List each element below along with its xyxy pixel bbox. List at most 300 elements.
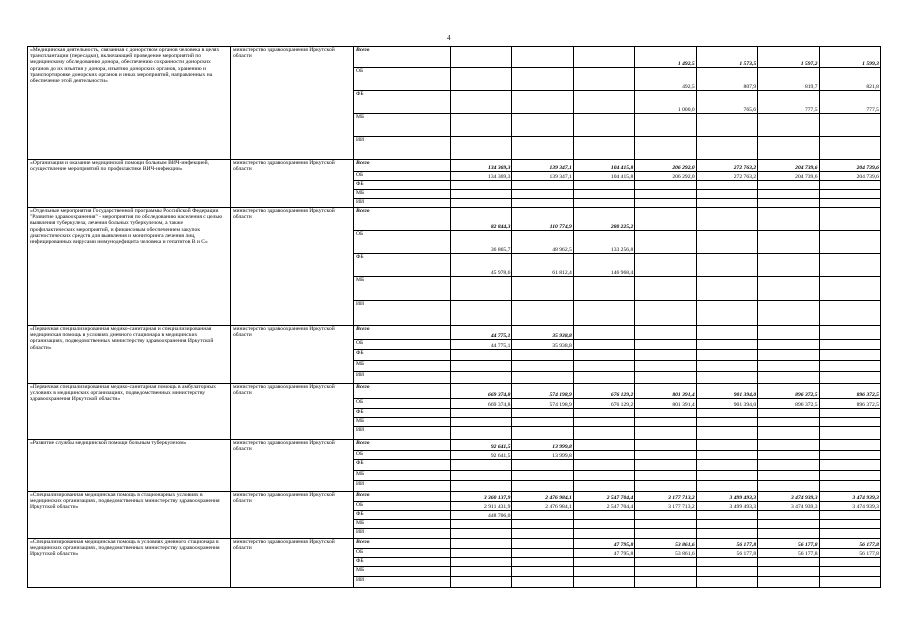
year-value-cell [512, 199, 573, 208]
year-value-cell: 280 225,2 [573, 208, 634, 231]
year-value-cell [635, 511, 696, 520]
year-value-cell: 777,5 [758, 91, 819, 114]
funding-source: ФБ [354, 254, 451, 277]
year-value-cell: 819,7 [758, 68, 819, 91]
year-value-cell [573, 481, 634, 492]
year-value-cell [451, 350, 512, 361]
year-value-cell [573, 181, 634, 190]
year-value-cell [696, 114, 757, 137]
year-value-cell [758, 558, 819, 567]
year-value-cell [451, 529, 512, 539]
funding-source: МБ [354, 418, 451, 427]
year-value-cell [635, 208, 696, 231]
year-value-cell: 765,6 [696, 91, 757, 114]
year-value-cell [758, 460, 819, 471]
year-value-cell [573, 47, 634, 68]
funding-source: ОБ [354, 231, 451, 254]
funding-source: МБ [354, 114, 451, 137]
year-value-cell [512, 481, 573, 492]
year-value-cell [573, 558, 634, 567]
funding-source: Всего [354, 492, 451, 502]
year-value-cell [451, 558, 512, 567]
funding-source: МБ [354, 520, 451, 529]
year-value-cell [696, 558, 757, 567]
year-value-cell [635, 409, 696, 418]
year-value-cell [512, 372, 573, 384]
year-value-cell [819, 471, 880, 481]
year-value-cell [512, 577, 573, 588]
year-value-cell [451, 114, 512, 137]
year-value-cell [758, 567, 819, 577]
year-value-cell [819, 301, 880, 326]
year-value-cell [696, 199, 757, 208]
funding-source: ФБ [354, 181, 451, 190]
year-value-cell [451, 520, 512, 529]
year-value-cell [758, 231, 819, 254]
year-value-cell [696, 440, 757, 451]
year-value-cell: 53 861,6 [635, 539, 696, 549]
responsible-organization: министерство здравоохранения Иркутской области [231, 326, 354, 384]
year-value-cell [451, 539, 512, 549]
year-value-cell: 3 177 713,2 [635, 502, 696, 511]
year-value-cell: 896 372,5 [758, 399, 819, 409]
year-value-cell: 44 775,1 [451, 340, 512, 350]
year-value-cell [758, 361, 819, 372]
funding-source: МБ [354, 361, 451, 372]
year-value-cell: 47 795,8 [573, 549, 634, 558]
year-value-cell [451, 199, 512, 208]
funding-source: ОБ [354, 549, 451, 558]
program-description: «Медицинская деятельность, связанная с донорством органов человека в целях трансплантации (пересадки), включающей проведение мероприятий по медицинскому обследованию донора, обеспечению сохранности донорских органов до их изъятия у донора, изъятию донорских органов, хранению и транспортировке донорских органов и иных мероприятий, направленных на обеспечение этой деятельности» [28, 47, 231, 160]
funding-source: ОБ [354, 340, 451, 350]
year-value-cell [696, 577, 757, 588]
year-value-cell: 92 641,5 [451, 451, 512, 460]
year-value-cell [758, 427, 819, 440]
year-value-cell: 1 597,2 [758, 47, 819, 68]
year-value-cell: 777,5 [819, 91, 880, 114]
funding-source: Всего [354, 208, 451, 231]
year-value-cell [573, 361, 634, 372]
year-value-cell [696, 350, 757, 361]
funding-source: Всего [354, 539, 451, 549]
funding-source: Всего [354, 326, 451, 340]
year-value-cell [758, 481, 819, 492]
responsible-organization: министерство здравоохранения Иркутской области [231, 384, 354, 440]
year-value-cell: 896 372,5 [758, 384, 819, 399]
year-value-cell [635, 114, 696, 137]
program-description: «Первичная специализированная медико-санитарная помощь в амбулаторных условиях в медицинских организациях, подведомственных министерству здравоохранения Иркутской области» [28, 384, 231, 440]
year-value-cell [635, 326, 696, 340]
year-value-cell: 44 775,1 [451, 326, 512, 340]
funding-source: МБ [354, 567, 451, 577]
year-value-cell [758, 520, 819, 529]
year-value-cell [696, 208, 757, 231]
year-value-cell: 3 499 493,3 [696, 492, 757, 502]
year-value-cell: 204 739,6 [819, 172, 880, 181]
year-value-cell [696, 567, 757, 577]
year-value-cell: 669 374,8 [451, 399, 512, 409]
year-value-cell [512, 558, 573, 567]
year-value-cell [696, 471, 757, 481]
year-value-cell [635, 567, 696, 577]
year-value-cell [512, 350, 573, 361]
year-value-cell: 45 978,6 [451, 254, 512, 277]
year-value-cell: 35 938,8 [512, 340, 573, 350]
year-value-cell [512, 68, 573, 91]
funding-source: ИИ [354, 301, 451, 326]
year-value-cell [819, 577, 880, 588]
year-value-cell [573, 114, 634, 137]
year-value-cell [512, 529, 573, 539]
year-value-cell: 3 474 939,3 [819, 492, 880, 502]
year-value-cell: 134 369,3 [451, 172, 512, 181]
year-value-cell: 272 763,2 [696, 172, 757, 181]
year-value-cell [819, 190, 880, 199]
year-value-cell [451, 277, 512, 301]
year-value-cell [451, 481, 512, 492]
year-value-cell [451, 549, 512, 558]
year-value-cell [819, 254, 880, 277]
year-value-cell: 2 547 704,4 [573, 502, 634, 511]
year-value-cell [819, 361, 880, 372]
year-value-cell: 53 861,6 [635, 549, 696, 558]
year-value-cell [451, 577, 512, 588]
year-value-cell [758, 440, 819, 451]
year-value-cell [758, 208, 819, 231]
year-value-cell [819, 208, 880, 231]
table-row [28, 384, 881, 399]
program-description: «Специализированная медицинская помощь в условиях дневного стационара в медицинских организациях, подведомственных министерству здравоохранения Иркутской области» [28, 539, 231, 588]
year-value-cell [573, 460, 634, 471]
year-value-cell [758, 409, 819, 418]
year-value-cell: 669 374,8 [451, 384, 512, 399]
year-value-cell: 1 599,3 [819, 47, 880, 68]
year-value-cell [573, 418, 634, 427]
year-value-cell: 1 573,5 [696, 47, 757, 68]
year-value-cell [573, 409, 634, 418]
year-value-cell: 492,5 [635, 68, 696, 91]
year-value-cell: 896 372,5 [819, 399, 880, 409]
year-value-cell: 272 763,2 [696, 160, 757, 172]
table-row [28, 47, 881, 68]
page-number: 4 [447, 34, 451, 42]
year-value-cell [819, 567, 880, 577]
year-value-cell [512, 301, 573, 326]
year-value-cell [696, 301, 757, 326]
year-value-cell [573, 427, 634, 440]
year-value-cell: 133 256,8 [573, 231, 634, 254]
year-value-cell [573, 199, 634, 208]
year-value-cell [819, 199, 880, 208]
year-value-cell [512, 409, 573, 418]
year-value-cell [573, 350, 634, 361]
year-value-cell [635, 440, 696, 451]
table-row [28, 492, 881, 502]
year-value-cell [696, 326, 757, 340]
funding-source: Всего [354, 47, 451, 68]
year-value-cell [451, 91, 512, 114]
responsible-organization: министерство здравоохранения Иркутской области [231, 492, 354, 539]
funding-source: ИИ [354, 427, 451, 440]
year-value-cell: 821,8 [819, 68, 880, 91]
year-value-cell [635, 350, 696, 361]
year-value-cell: 2 911 431,9 [451, 502, 512, 511]
year-value-cell [512, 181, 573, 190]
program-description: «Развитие службы медицинской помощи больным туберкулезом» [28, 440, 231, 492]
year-value-cell: 2 476 984,1 [512, 502, 573, 511]
year-value-cell: 2 547 704,4 [573, 492, 634, 502]
year-value-cell [573, 326, 634, 340]
year-value-cell [635, 190, 696, 199]
year-value-cell [758, 301, 819, 326]
year-value-cell: 104 415,8 [573, 160, 634, 172]
year-value-cell [696, 137, 757, 160]
table-row [28, 160, 881, 172]
year-value-cell: 134 369,3 [451, 160, 512, 172]
year-value-cell [451, 427, 512, 440]
year-value-cell [696, 181, 757, 190]
year-value-cell: 47 795,8 [573, 539, 634, 549]
responsible-organization: министерство здравоохранения Иркутской области [231, 539, 354, 588]
year-value-cell: 36 865,7 [451, 231, 512, 254]
year-value-cell [819, 372, 880, 384]
funding-source: Всего [354, 440, 451, 451]
year-value-cell [758, 340, 819, 350]
year-value-cell: 574 198,9 [512, 384, 573, 399]
year-value-cell [573, 68, 634, 91]
year-value-cell: 3 177 713,2 [635, 492, 696, 502]
year-value-cell: 448 706,0 [451, 511, 512, 520]
year-value-cell [758, 190, 819, 199]
year-value-cell [635, 199, 696, 208]
year-value-cell [819, 114, 880, 137]
year-value-cell [696, 190, 757, 199]
year-value-cell: 56 177,8 [819, 539, 880, 549]
funding-source: ИИ [354, 481, 451, 492]
year-value-cell: 901 394,0 [696, 384, 757, 399]
year-value-cell: 206 292,0 [635, 160, 696, 172]
year-value-cell [573, 277, 634, 301]
year-value-cell [758, 451, 819, 460]
year-value-cell [635, 520, 696, 529]
funding-source: ИИ [354, 372, 451, 384]
year-value-cell [635, 558, 696, 567]
year-value-cell [819, 440, 880, 451]
year-value-cell [573, 137, 634, 160]
year-value-cell [573, 520, 634, 529]
funding-source: Всего [354, 160, 451, 172]
funding-source: ИИ [354, 199, 451, 208]
year-value-cell [696, 340, 757, 350]
year-value-cell [819, 418, 880, 427]
year-value-cell [758, 199, 819, 208]
year-value-cell [451, 47, 512, 68]
year-value-cell [573, 340, 634, 350]
year-value-cell [635, 471, 696, 481]
year-value-cell: 676 129,2 [573, 384, 634, 399]
year-value-cell: 48 962,5 [512, 231, 573, 254]
year-value-cell [635, 277, 696, 301]
year-value-cell [451, 361, 512, 372]
year-value-cell [819, 481, 880, 492]
year-value-cell [819, 340, 880, 350]
funding-source: ФБ [354, 350, 451, 361]
year-value-cell [696, 372, 757, 384]
year-value-cell: 1 000,0 [635, 91, 696, 114]
year-value-cell: 139 347,1 [512, 172, 573, 181]
funding-source: МБ [354, 277, 451, 301]
program-description: «Первичная специализированная медико-санитарная и специализированная медицинская помощь в условиях дневного стационара в медицинских организациях, подведомственных министерству здравоохранения Иркутской области» [28, 326, 231, 384]
year-value-cell: 3 360 137,9 [451, 492, 512, 502]
year-value-cell: 2 476 984,1 [512, 492, 573, 502]
year-value-cell [635, 481, 696, 492]
year-value-cell [512, 114, 573, 137]
year-value-cell [573, 440, 634, 451]
year-value-cell: 204 739,6 [758, 160, 819, 172]
year-value-cell [451, 471, 512, 481]
year-value-cell [696, 409, 757, 418]
year-value-cell: 204 739,6 [758, 172, 819, 181]
program-description: «Отдельные мероприятия Государственной программы Российской Федерации "Развитие здравоохранения" - мероприятия по обследованию населения с целью выявления туберкулеза, лечения больных туберкулезом, а также профилактических мероприятий, и финансовым обеспечением закупок диагностических средств для выявления и мониторинга лечения лиц, инфицированных вирусами иммунодефицита человека и гепатитов В и С» [28, 208, 231, 326]
year-value-cell: 3 499 493,3 [696, 502, 757, 511]
year-value-cell [512, 511, 573, 520]
year-value-cell [512, 361, 573, 372]
year-value-cell: 3 474 939,3 [758, 502, 819, 511]
year-value-cell [696, 277, 757, 301]
year-value-cell: 896 372,5 [819, 384, 880, 399]
funding-source: МБ [354, 190, 451, 199]
year-value-cell [819, 181, 880, 190]
year-value-cell [819, 520, 880, 529]
year-value-cell: 13 999,8 [512, 451, 573, 460]
year-value-cell [696, 418, 757, 427]
year-value-cell [758, 471, 819, 481]
responsible-organization: министерство здравоохранения Иркутской области [231, 160, 354, 208]
year-value-cell [696, 460, 757, 471]
year-value-cell: 56 177,8 [696, 539, 757, 549]
year-value-cell [573, 511, 634, 520]
year-value-cell [819, 511, 880, 520]
year-value-cell [512, 460, 573, 471]
year-value-cell: 204 739,6 [819, 160, 880, 172]
year-value-cell [758, 254, 819, 277]
year-value-cell [512, 567, 573, 577]
year-value-cell: 56 177,8 [758, 539, 819, 549]
funding-source: ОБ [354, 399, 451, 409]
year-value-cell [758, 577, 819, 588]
funding-source: ФБ [354, 511, 451, 520]
year-value-cell [573, 471, 634, 481]
year-value-cell [819, 409, 880, 418]
year-value-cell [451, 409, 512, 418]
year-value-cell [635, 451, 696, 460]
funding-source: ОБ [354, 451, 451, 460]
year-value-cell [573, 567, 634, 577]
budget-table [27, 46, 881, 588]
year-value-cell [696, 451, 757, 460]
year-value-cell [512, 91, 573, 114]
program-description: «Специализированная медицинская помощь в стационарных условиях в медицинских организациях, подведомственных министерству здравоохранения Иркутской области» [28, 492, 231, 539]
year-value-cell [451, 181, 512, 190]
year-value-cell [512, 427, 573, 440]
table-row [28, 208, 881, 231]
funding-source: ИИ [354, 529, 451, 539]
year-value-cell: 92 641,5 [451, 440, 512, 451]
table-row [28, 440, 881, 451]
year-value-cell: 3 474 939,3 [758, 492, 819, 502]
year-value-cell [696, 254, 757, 277]
year-value-cell [696, 481, 757, 492]
year-value-cell [451, 372, 512, 384]
year-value-cell [451, 567, 512, 577]
responsible-organization: министерство здравоохранения Иркутской области [231, 208, 354, 326]
year-value-cell [819, 558, 880, 567]
year-value-cell [819, 350, 880, 361]
year-value-cell [512, 277, 573, 301]
year-value-cell [635, 137, 696, 160]
year-value-cell: 56 177,8 [696, 549, 757, 558]
year-value-cell [819, 326, 880, 340]
funding-source: Всего [354, 384, 451, 399]
year-value-cell [635, 181, 696, 190]
funding-source: ФБ [354, 460, 451, 471]
funding-source: ИИ [354, 137, 451, 160]
year-value-cell [696, 520, 757, 529]
year-value-cell [635, 529, 696, 539]
year-value-cell [819, 277, 880, 301]
year-value-cell [451, 418, 512, 427]
year-value-cell [758, 372, 819, 384]
funding-source: ФБ [354, 91, 451, 114]
year-value-cell [512, 190, 573, 199]
funding-source: ОБ [354, 172, 451, 181]
year-value-cell [573, 372, 634, 384]
program-description: «Организация и оказание медицинской помощи больным ВИЧ-инфекцией, осуществление мероприятий по профилактике ВИЧ-инфекции» [28, 160, 231, 208]
year-value-cell: 61 812,4 [512, 254, 573, 277]
year-value-cell [758, 114, 819, 137]
year-value-cell [512, 520, 573, 529]
funding-source: ИИ [354, 577, 451, 588]
year-value-cell [758, 326, 819, 340]
year-value-cell: 801 391,4 [635, 384, 696, 399]
year-value-cell: 206 292,0 [635, 172, 696, 181]
year-value-cell [512, 418, 573, 427]
year-value-cell [819, 137, 880, 160]
funding-source: ФБ [354, 558, 451, 567]
year-value-cell: 56 177,8 [758, 549, 819, 558]
year-value-cell [819, 427, 880, 440]
year-value-cell: 676 129,2 [573, 399, 634, 409]
year-value-cell [512, 471, 573, 481]
year-value-cell [451, 190, 512, 199]
year-value-cell [635, 372, 696, 384]
year-value-cell [451, 137, 512, 160]
year-value-cell [696, 529, 757, 539]
year-value-cell: 1 492,5 [635, 47, 696, 68]
year-value-cell [758, 511, 819, 520]
year-value-cell: 901 394,0 [696, 399, 757, 409]
responsible-organization: министерство здравоохранения Иркутской области [231, 440, 354, 492]
year-value-cell: 82 844,3 [451, 208, 512, 231]
year-value-cell [635, 254, 696, 277]
table-row [28, 326, 881, 340]
year-value-cell: 807,9 [696, 68, 757, 91]
year-value-cell [512, 539, 573, 549]
year-value-cell: 801 391,4 [635, 399, 696, 409]
year-value-cell [635, 427, 696, 440]
year-value-cell [573, 301, 634, 326]
year-value-cell [758, 277, 819, 301]
